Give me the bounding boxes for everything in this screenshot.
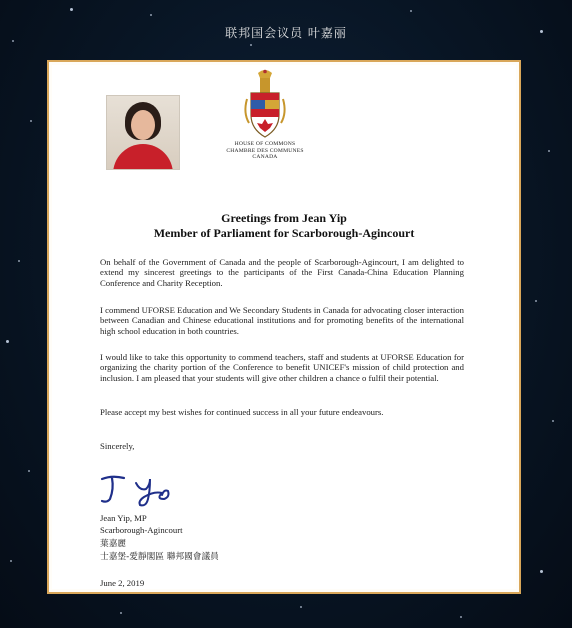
crest-caption-line: CHAMBRE DES COMMUNES <box>226 147 304 154</box>
letter-page <box>52 65 516 589</box>
mp-portrait-photo <box>106 95 180 170</box>
crest-caption-line: HOUSE OF COMMONS <box>234 141 296 147</box>
signer-riding: Scarborough-Agincourt <box>100 525 183 535</box>
letter-title: Greetings from Jean Yip <box>221 211 347 225</box>
star <box>460 616 462 618</box>
letter-paragraph: I commend UFORSE Education and We Secondary Students in Canada for advocating closer interaction between Canadian and Chinese educational institutions and for promoting benefits of the international high school education in both countries. <box>100 305 464 336</box>
signer-chinese-name: 葉嘉麗 <box>100 539 127 549</box>
star <box>28 470 30 472</box>
portrait-face <box>131 110 155 140</box>
star <box>70 8 73 11</box>
signer-name: Jean Yip, MP <box>100 513 147 523</box>
star <box>120 612 122 614</box>
crest-caption-line: CANADA <box>252 154 278 161</box>
star <box>30 120 32 122</box>
letter-date: June 2, 2019 <box>100 578 145 588</box>
star <box>18 260 20 262</box>
crest-caption <box>220 141 310 161</box>
portrait-jacket <box>113 144 173 170</box>
signer-chinese-title: 士嘉堡-愛靜閣區 聯邦國會議員 <box>100 552 219 562</box>
letter-closing: Sincerely, <box>100 441 135 451</box>
star <box>6 340 9 343</box>
star <box>250 44 252 46</box>
star <box>548 150 550 152</box>
star <box>410 10 412 12</box>
star <box>552 420 554 422</box>
house-of-commons-crest-icon <box>230 69 300 141</box>
star <box>10 560 12 562</box>
letter-frame <box>47 60 521 594</box>
star <box>535 300 537 302</box>
star <box>300 606 302 608</box>
letter-paragraph: On behalf of the Government of Canada and the people of Scarborough-Agincourt, I am delighted to extend my sincerest greetings to the participants of the First Canada-China Education Planning Conference and Charity Reception. <box>100 257 464 288</box>
letter-subtitle: Member of Parliament for Scarborough-Agincourt <box>153 226 415 240</box>
star <box>540 570 543 573</box>
page-header-title: 联邦国会议员 叶嘉丽 <box>225 26 347 40</box>
letter-paragraph: Please accept my best wishes for continued success in all your future endeavours. <box>100 407 384 417</box>
letter-paragraph: I would like to take this opportunity to commend teachers, staff and students at UFORSE Education for organizing the charity portion of the Conference to benefit UNICEF's mission of child protection and inclusion. I am pleased that your students will give other children a chance o fulfil their potential. <box>100 352 464 383</box>
handwritten-signature <box>98 469 188 511</box>
star <box>150 14 152 16</box>
